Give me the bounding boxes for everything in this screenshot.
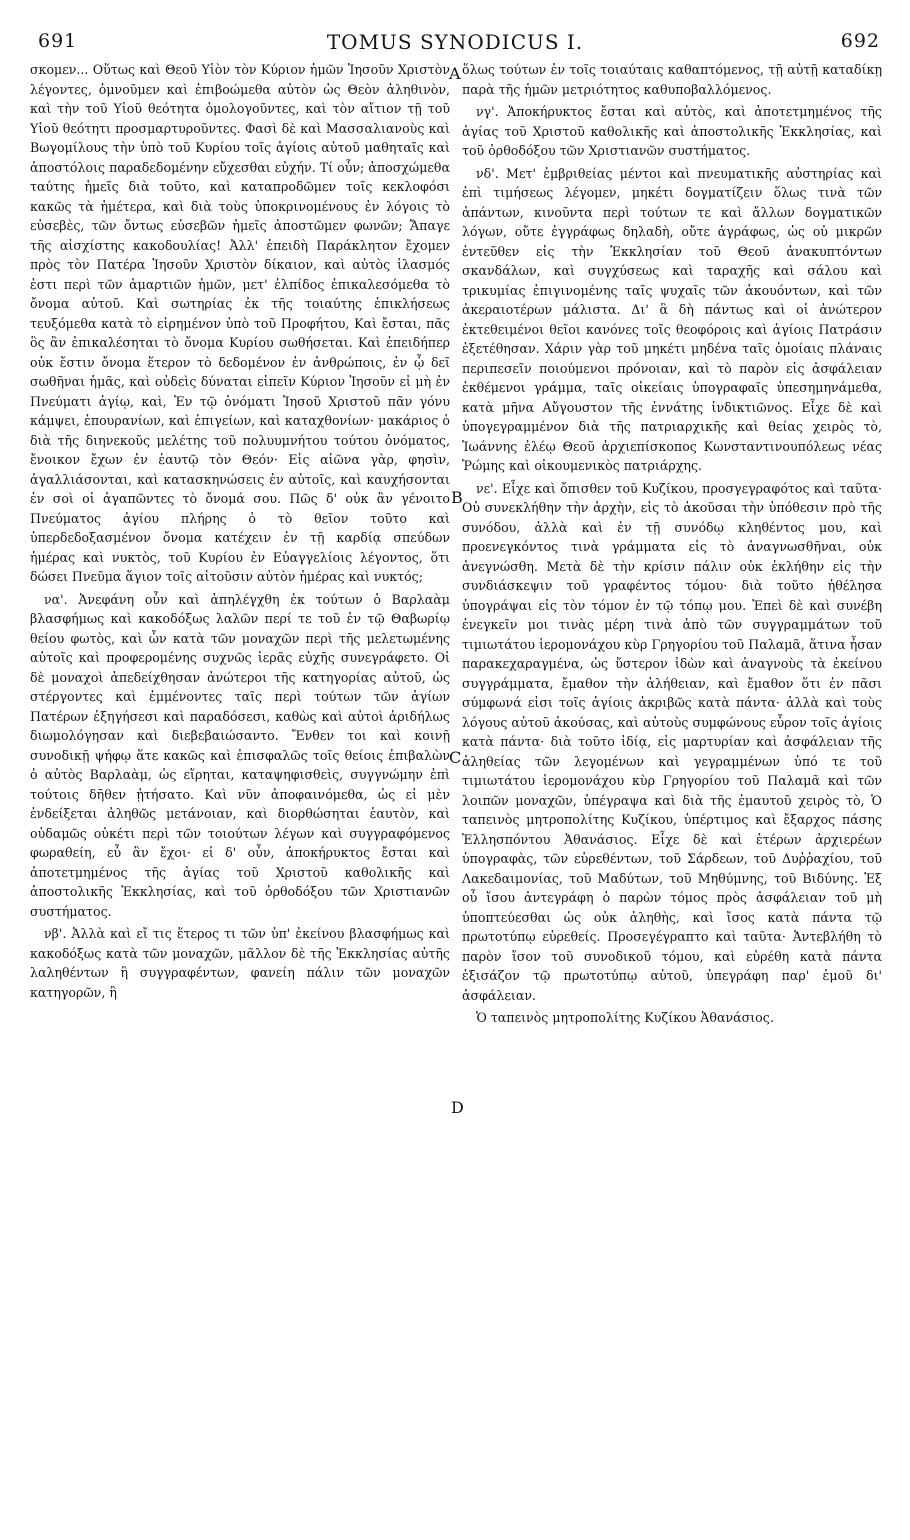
right-paragraph-3: νδ'. Μετ' ἐμβριθείας μέντοι καὶ πνευματικῆς αὐστηρίας καὶ ἐπὶ τιμήσεως λέγομεν, μηκέτι δογματίζειν ὅλως τινὰ τῶν ἁπάντων, κινοῦντα περὶ τούτων τε καὶ ἄλλων δογματικῶν λόγων, οὔτε ἐγγράφως δηλαδὴ, οὔτε ἀγράφως, ὡς οὐ μικρῶν ἐντεῦθεν εἰς τὴν Ἐκκλησίαν τοῦ Θεοῦ ἀνακυπτόντων σκανδάλων, καὶ συγχύσεως καὶ ταραχῆς καὶ σάλου καὶ τρικυμίας ἐπιγινομένης ταῖς ψυχαῖς τῶν ἀκουόντων, καὶ τῶν ἀκεραιοτέρων μάλιστα. Δι' ἃ δὴ πάντως καὶ οἱ ἀνώτερον ἐκτεθειμένοι θεῖοι κανόνες τοῖς θεοφόροις καὶ ἁγίοις Πατράσιν ἐξετέθησαν. Χάριν γὰρ τοῦ μηκέτι μηδένα ταῖς ὁμοίαις πλάναις περιπεσεῖν ποιούμενοι πρόνοιαν, καὶ τὸ παρὸν εἰς ἀσφάλειαν ἐκθέμενοι γράμμα, ταῖς οἰκείαις ὑπογραφαῖς ὑπεσημηνάμεθα, κατὰ μῆνα Αὔγουστον τῆς ἐννάτης ἰνδικτιῶνος. Εἶχε δὲ καὶ ὑπογεγραμμένον διὰ τῆς πατριαρχικῆς καὶ θείας χειρὸς τὸ, Ἰωάννης ἐλέῳ Θεοῦ ἀρχιεπίσκοπος Κωνσταντινουπόλεως νέας Ῥώμης καὶ οἰκουμενικὸς πατριάρχης. bbox=[462, 165, 882, 473]
right-column bbox=[462, 60, 882, 1470]
left-column bbox=[30, 60, 450, 1470]
margin-letter-c: C bbox=[449, 748, 462, 767]
margin-letter-d: D bbox=[451, 1098, 464, 1117]
right-paragraph-4: νε'. Εἶχε καὶ ὄπισθεν τοῦ Κυζίκου, προσγεγραφότος καὶ ταῦτα· Οὐ συνεκλήθην τὴν ἀρχὴν, εἰς τὸ ἀκοῦσαι τὴν ὑπόθεσιν πρὸ τῆς συνόδου, ἀλλὰ καὶ ἐν τῇ συνόδῳ κληθέντος μου, καὶ προενεγκόντος τινὰ γράμματα εἰς τὸ ἀναγνωσθῆναι, οὐκ ἀνεγνώσθη. Μετὰ δὲ τὴν κρίσιν πάλιν οὐκ ἐκλήθην εἰς τὴν συνδιάσκεψιν τοῦ γραφέντος τόμου· διὰ τοῦτο ἠθέλησα ὑπογράψαι εἰς τὸν τόμον ἐν τῷ τόπῳ μου. Ἐπεὶ δὲ καὶ συνέβη ἐνεγκεῖν μοι τινὰς μέρη τινὰ ἀπὸ τῶν συγγραμμάτων τοῦ τιμιωτάτου ἱερομονάχου κὺρ Γρηγορίου τοῦ Παλαμᾶ, ἅτινα ἦσαν παρακεχαραγμένα, ὡς ὕστερον ἰδὼν καὶ ἀναγνοὺς τὰ ἐκείνου συγγράμματα, ἔμαθον τὴν ἀλήθειαν, καὶ ἔμαθον ὅτι ἐν πᾶσι σύμφωνά εἰσι τοῖς ἁγίοις ἀκριβῶς κατὰ πάντα· ἀλλὰ καὶ τοὺς λόγους αὐτοῦ ἀκούσας, καὶ αὐτοὺς συμφώνους εὗρον τοῖς ἁγίοις κατὰ πάντα· διὰ τοῦτο ἰδίᾳ, εἰς μαρτυρίαν καὶ ἀσφάλειαν τῆς ἀληθείας τῶν λεγομένων καὶ γεγραμμένων ὑπό τε τοῦ τιμιωτάτου ἱερομονάχου κὺρ Γρηγορίου τοῦ Παλαμᾶ καὶ τῶν λοιπῶν μοναχῶν, ὑπέγραψα καὶ διὰ τῆς ἐμαυτοῦ χειρὸς τὸ, Ὁ ταπεινὸς μητροπολίτης Κυζίκου, ὑπέρτιμος καὶ ἔξαρχος πάσης Ἑλλησπόντου Ἀθανάσιος. Εἶχε δὲ καὶ ἑτέρων ἀρχιερέων ὑπογραφὰς, τῶν εὑρεθέντων, τοῦ Σάρδεων, τοῦ Δυῤῥαχίου, τοῦ Λακεδαιμονίας, τοῦ Μαδύτων, τοῦ Μηθύμνης, τοῦ Βιδύνης. Ἐξ οὗ ἴσου ἀντεγράφη ὁ παρὼν τόμος πρὸς ἀσφάλειαν τοῦ μὴ ὑποπτεύεσθαι ὡς οὐκ ἀληθὴς, καὶ ἴσος κατὰ πάντα τῷ πρωτοτύπῳ εὑρεθείς. Προσεγέγραπτο καὶ ταῦτα· Ἀντεβλήθη τὸ παρὸν ἴσον τοῦ συνοδικοῦ τόμου, καὶ εὑρέθη κατὰ πάντα ἐξισάζον τῷ πρωτοτύπῳ αὐτοῦ, ὑπεγράφη παρ' ἐμοῦ δι' ἀσφάλειαν. bbox=[462, 480, 882, 1003]
left-paragraph-1: σκομεν... Οὕτως καὶ Θεοῦ Υἱὸν τὸν Κύριον ἡμῶν Ἰησοῦν Χριστὸν λέγοντες, ὁμνοῦμεν καὶ ἐπιβοώμεθα αὐτὸν ὡς Θεὸν ἀληθινὸν, καὶ τὴν τοῦ Υἱοῦ θεότητα ὁμολογοῦντες, καὶ τὸν αἴτιον τῇ τοῦ Υἱοῦ θεότητι προσμαρτυροῦντες. Φασὶ δὲ καὶ Μασσαλιανοὺς καὶ Βωγομίλους τὴν ὑπὸ τοῦ Κυρίου τοῖς ἁγίοις αὐτοῦ μαθηταῖς καὶ ἀποστόλοις παραδεδομένην εὔχεσθαι εὐχήν. Τί οὖν; ἀποσχώμεθα ταύτης ἡμεῖς διὰ τοῦτο, καὶ καταπροδῶμεν τοῖς κεκλοφόσι κακῶς τὰ ἡμέτερα, καὶ διὰ τοὺς ὑποκρινομένους ἐν λόγοις τὸ εὐσεβὲς, τῶν ὄντως εὐσεβῶν ἡμεῖς ἀποστῶμεν φωνῶν; Ἄπαγε τῆς αἰσχίστης κακοδουλίας! Ἀλλ' ἐπειδὴ Παράκλητον ἔχομεν πρὸς τὸν Πατέρα Ἰησοῦν Χριστὸν δίκαιον, καὶ αὐτὸς ἱλασμός ἐστι περὶ τῶν ἁμαρτιῶν ἡμῶν, μετ' ἐλπίδος ἐπικαλεσόμεθα τὸ ὄνομα αὐτοῦ. Καὶ σωτηρίας ἐκ τῆς τοιαύτης ἐπικλήσεως τευξόμεθα κατὰ τὸ εἰρημένον ὑπὸ τοῦ Προφήτου, Καὶ ἔσται, πᾶς ὃς ἂν ἐπικαλέσηται τὸ ὄνομα Κυρίου σωθήσεται. Καὶ ἐπειδήπερ οὐκ ἔστιν ὄνομα ἕτερον τὸ δεδομένον ἐν ἀνθρώποις, ἐν ᾧ δεῖ σωθῆναι ἡμᾶς, καὶ οὐδεὶς δύναται εἰπεῖν Κύριον Ἰησοῦν εἰ μὴ ἐν Πνεύματι ἁγίῳ, καὶ, Ἐν τῷ ὀνόματι Ἰησοῦ Χριστοῦ πᾶν γόνυ κάμψει, ἐπουρανίων, καὶ ἐπιγείων, καὶ καταχθονίων· μακάριος ὁ διὰ τῆς διηνεκοῦς μελέτης τοῦ πολυυμνήτου τούτου ὀνόματος, ἔνοικον ἔχων ἐν ἑαυτῷ τὸν Θεόν· Εἰς αἰῶνα γὰρ, φησὶν, ἀγαλλιάσονται, καὶ κατασκηνώσεις ἐν αὐτοῖς, καὶ καυχήσονται ἐν σοὶ οἱ ἀγαπῶντες τὸ ὄνομά σου. Πῶς δ' οὐκ ἂν γένοιτο Πνεύματος ἁγίου πλήρης ὁ τὸ θεῖον τοῦτο καὶ ὑπερδεδοξασμένον ὄνομα κατέχειν ἐν τῇ καρδίᾳ σπεύδων ἡμέρας καὶ νυκτὸς, τοῦ Κυρίου ἐν Εὐαγγελίοις λέγοντος, ὅτι δώσει Πνεῦμα ἅγιον τοῖς αἰτοῦσιν αὐτὸν ἡμέρας καὶ νυκτός; bbox=[30, 62, 450, 584]
margin-letter-a: A bbox=[449, 64, 461, 83]
left-paragraph-2: να'. Ἀνεφάνη οὖν καὶ ἀπηλέγχθη ἐκ τούτων ὁ Βαρλαὰμ βλασφήμως καὶ κακοδόξως λαλῶν περί τε τοῦ ἐν τῷ Θαβωρίῳ θείου φωτὸς, καὶ ὧν κατὰ τῶν μοναχῶν περὶ τῆς μελετωμένης αὐτοῖς καὶ προφερομένης συχνῶς ἱερᾶς εὐχῆς συνεγράφετο. Οἱ δὲ μοναχοὶ ἀπεδείχθησαν ἀνώτεροι τῆς κατηγορίας αὐτοῦ, ὡς στέργοντες καὶ ἐμμένοντες ταῖς περὶ τούτων τῶν ἁγίων Πατέρων ἐξηγήσεσι καὶ παραδόσεσι, καθὼς καὶ αὐτοὶ ἀριδήλως διωμολόγησαν καὶ διεβεβαιώσαντο. Ἔνθεν τοι καὶ κοινῇ συνοδικῇ ψήφῳ ἅτε κακῶς καὶ ἐπισφαλῶς τοῖς θείοις ἐπιβαλὼν ὁ αὐτὸς Βαρλαὰμ, ὡς εἴρηται, καταψηφισθεὶς, συγγνώμην ἐπὶ τούτοις δῆθεν ᾐτήσατο. Καὶ νῦν ἀποφαινόμεθα, ὡς εἰ μὲν ἐνδείξεται ἀληθῶς μετάνοιαν, καὶ διορθώσηται ἑαυτὸν, καὶ οὐδαμῶς οὐκέτι περὶ τῶν τοιούτων λέγων καὶ συγγραφόμενος φωραθείη, εὖ ἂν ἔχοι· εἰ δ' οὖν, ἀποκήρυκτος ἔσται καὶ ἀποτετμημένος τῆς ἁγίας τοῦ Χριστοῦ καθολικῆς καὶ ἀποστολικῆς Ἐκκλησίας, καὶ τοῦ ὀρθοδόξου τῶν Χριστιανῶν συστήματος. bbox=[30, 591, 450, 919]
left-paragraph-3: νβ'. Ἀλλὰ καὶ εἴ τις ἕτερος τι τῶν ὑπ' ἐκείνου βλασφήμως καὶ κακοδόξως κατὰ τῶν μοναχῶν, μᾶλλον δὲ τῆς Ἐκκλησίας αὐτῆς λαληθέντων ἢ συγγραφέντων, φανείη πάλιν τῶν μοναχῶν κατηγορῶν, ἢ bbox=[30, 926, 450, 1000]
running-title: TOMUS SYNODICUS I. bbox=[326, 30, 584, 54]
page-number-left: 691 bbox=[38, 30, 78, 52]
signature-line: Ὁ ταπεινὸς μητροπολίτης Κυζίκου Ἀθανάσιος. bbox=[476, 1010, 774, 1025]
page-header bbox=[30, 30, 880, 62]
right-paragraph-1: ὅλως τούτων ἐν τοῖς τοιαύταις καθαπτόμενος, τῇ αὐτῇ καταδίκῃ παρὰ τῆς ἡμῶν μετριότητος καθυποβαλλόμενος. bbox=[462, 62, 882, 97]
right-paragraph-2: νγ'. Ἀποκήρυκτος ἔσται καὶ αὐτὸς, καὶ ἀποτετμημένος τῆς ἁγίας τοῦ Χριστοῦ καθολικῆς καὶ ἀποστολικῆς Ἐκκλησίας, καὶ τοῦ ὀρθοδόξου τῶν Χριστιανῶν συστήματος. bbox=[462, 104, 882, 158]
margin-letter-b: B bbox=[451, 488, 463, 507]
page-number-right: 692 bbox=[840, 30, 880, 52]
